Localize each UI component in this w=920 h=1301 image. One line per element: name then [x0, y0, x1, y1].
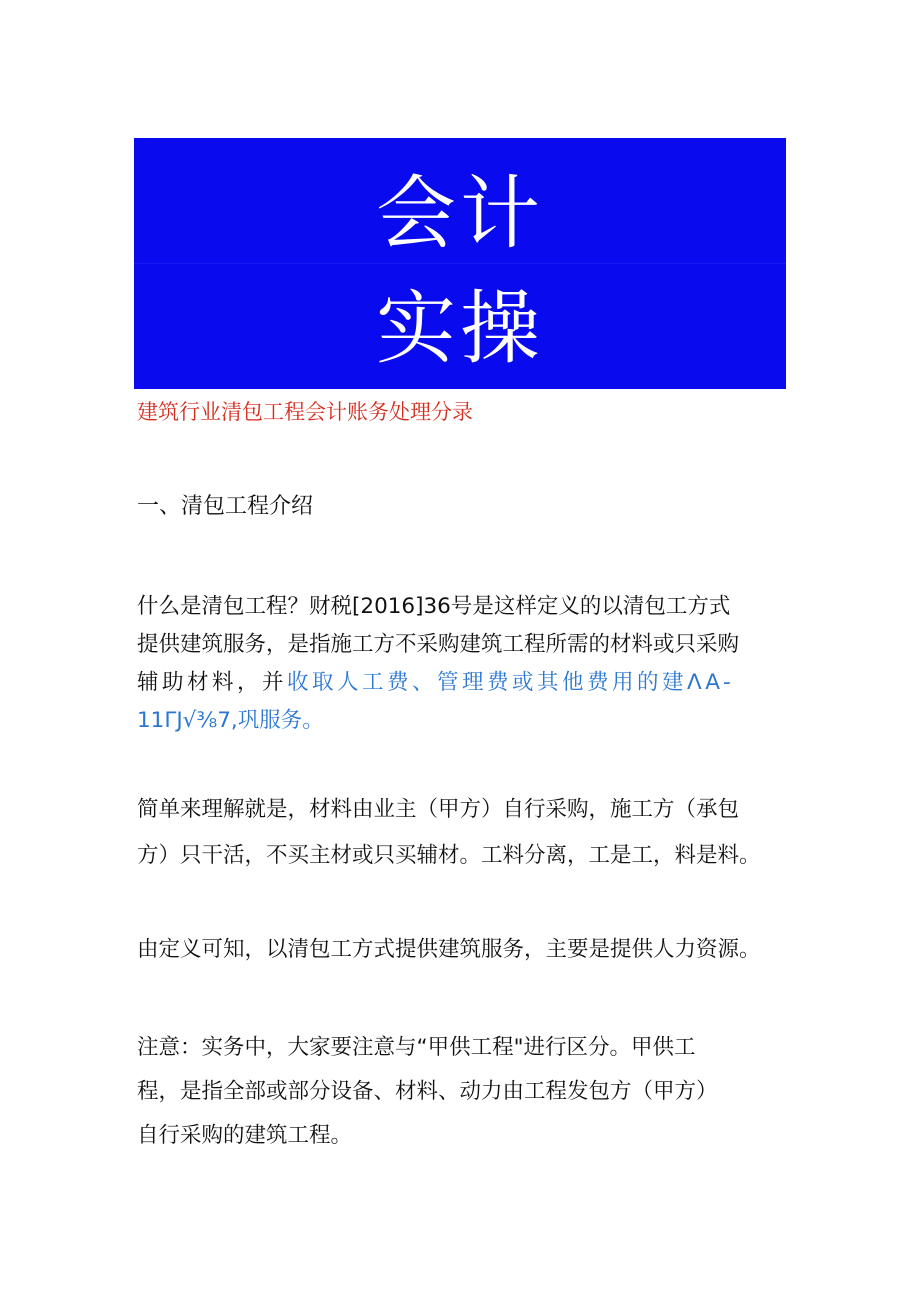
paragraph-line: 简单来理解就是，材料由业主（甲方）自行采购，施工方（承包 — [137, 797, 740, 822]
paragraph-line: 注意：实务中，大家要注意与“甲供工程"进行区分。甲供工 — [137, 1035, 696, 1060]
paragraph-line: 什么是清包工程？财税[2016]36号是这样定义的以清包工方式 — [137, 594, 731, 619]
document-title: 建筑行业清包工程会计账务处理分录 — [137, 400, 473, 424]
paragraph-text: 辅助材料，并 — [137, 670, 288, 695]
highlighted-text: 11ΓJ√⅜7,巩服务。 — [137, 708, 324, 733]
banner-divider — [134, 263, 786, 264]
section-heading: 一、清包工程介绍 — [137, 494, 314, 519]
paragraph-line: 程，是指全部或部分设备、材料、动力由工程发包方（甲方） — [137, 1079, 718, 1104]
paragraph-explanation — [137, 787, 761, 879]
title-banner — [134, 138, 786, 389]
paragraph-line — [137, 664, 739, 702]
banner-title-line-2: 实操 — [376, 282, 544, 375]
highlighted-text: 收取人工费、管理费或其他费用的建ΛA- — [287, 670, 735, 695]
paragraph-summary — [137, 931, 761, 969]
paragraph-line: 自行采购的建筑工程。 — [137, 1123, 353, 1148]
paragraph-note — [137, 1026, 718, 1158]
paragraph-line: 提供建筑服务，是指施工方不采购建筑工程所需的材料或只采购 — [137, 632, 740, 657]
paragraph-line: 方）只干活，不买主材或只买辅材。工料分离，工是工，料是料。 — [137, 843, 761, 868]
paragraph-line: 由定义可知，以清包工方式提供建筑服务，主要是提供人力资源。 — [137, 937, 761, 962]
banner-title-line-1: 会计 — [376, 167, 544, 260]
paragraph-definition — [137, 588, 739, 740]
